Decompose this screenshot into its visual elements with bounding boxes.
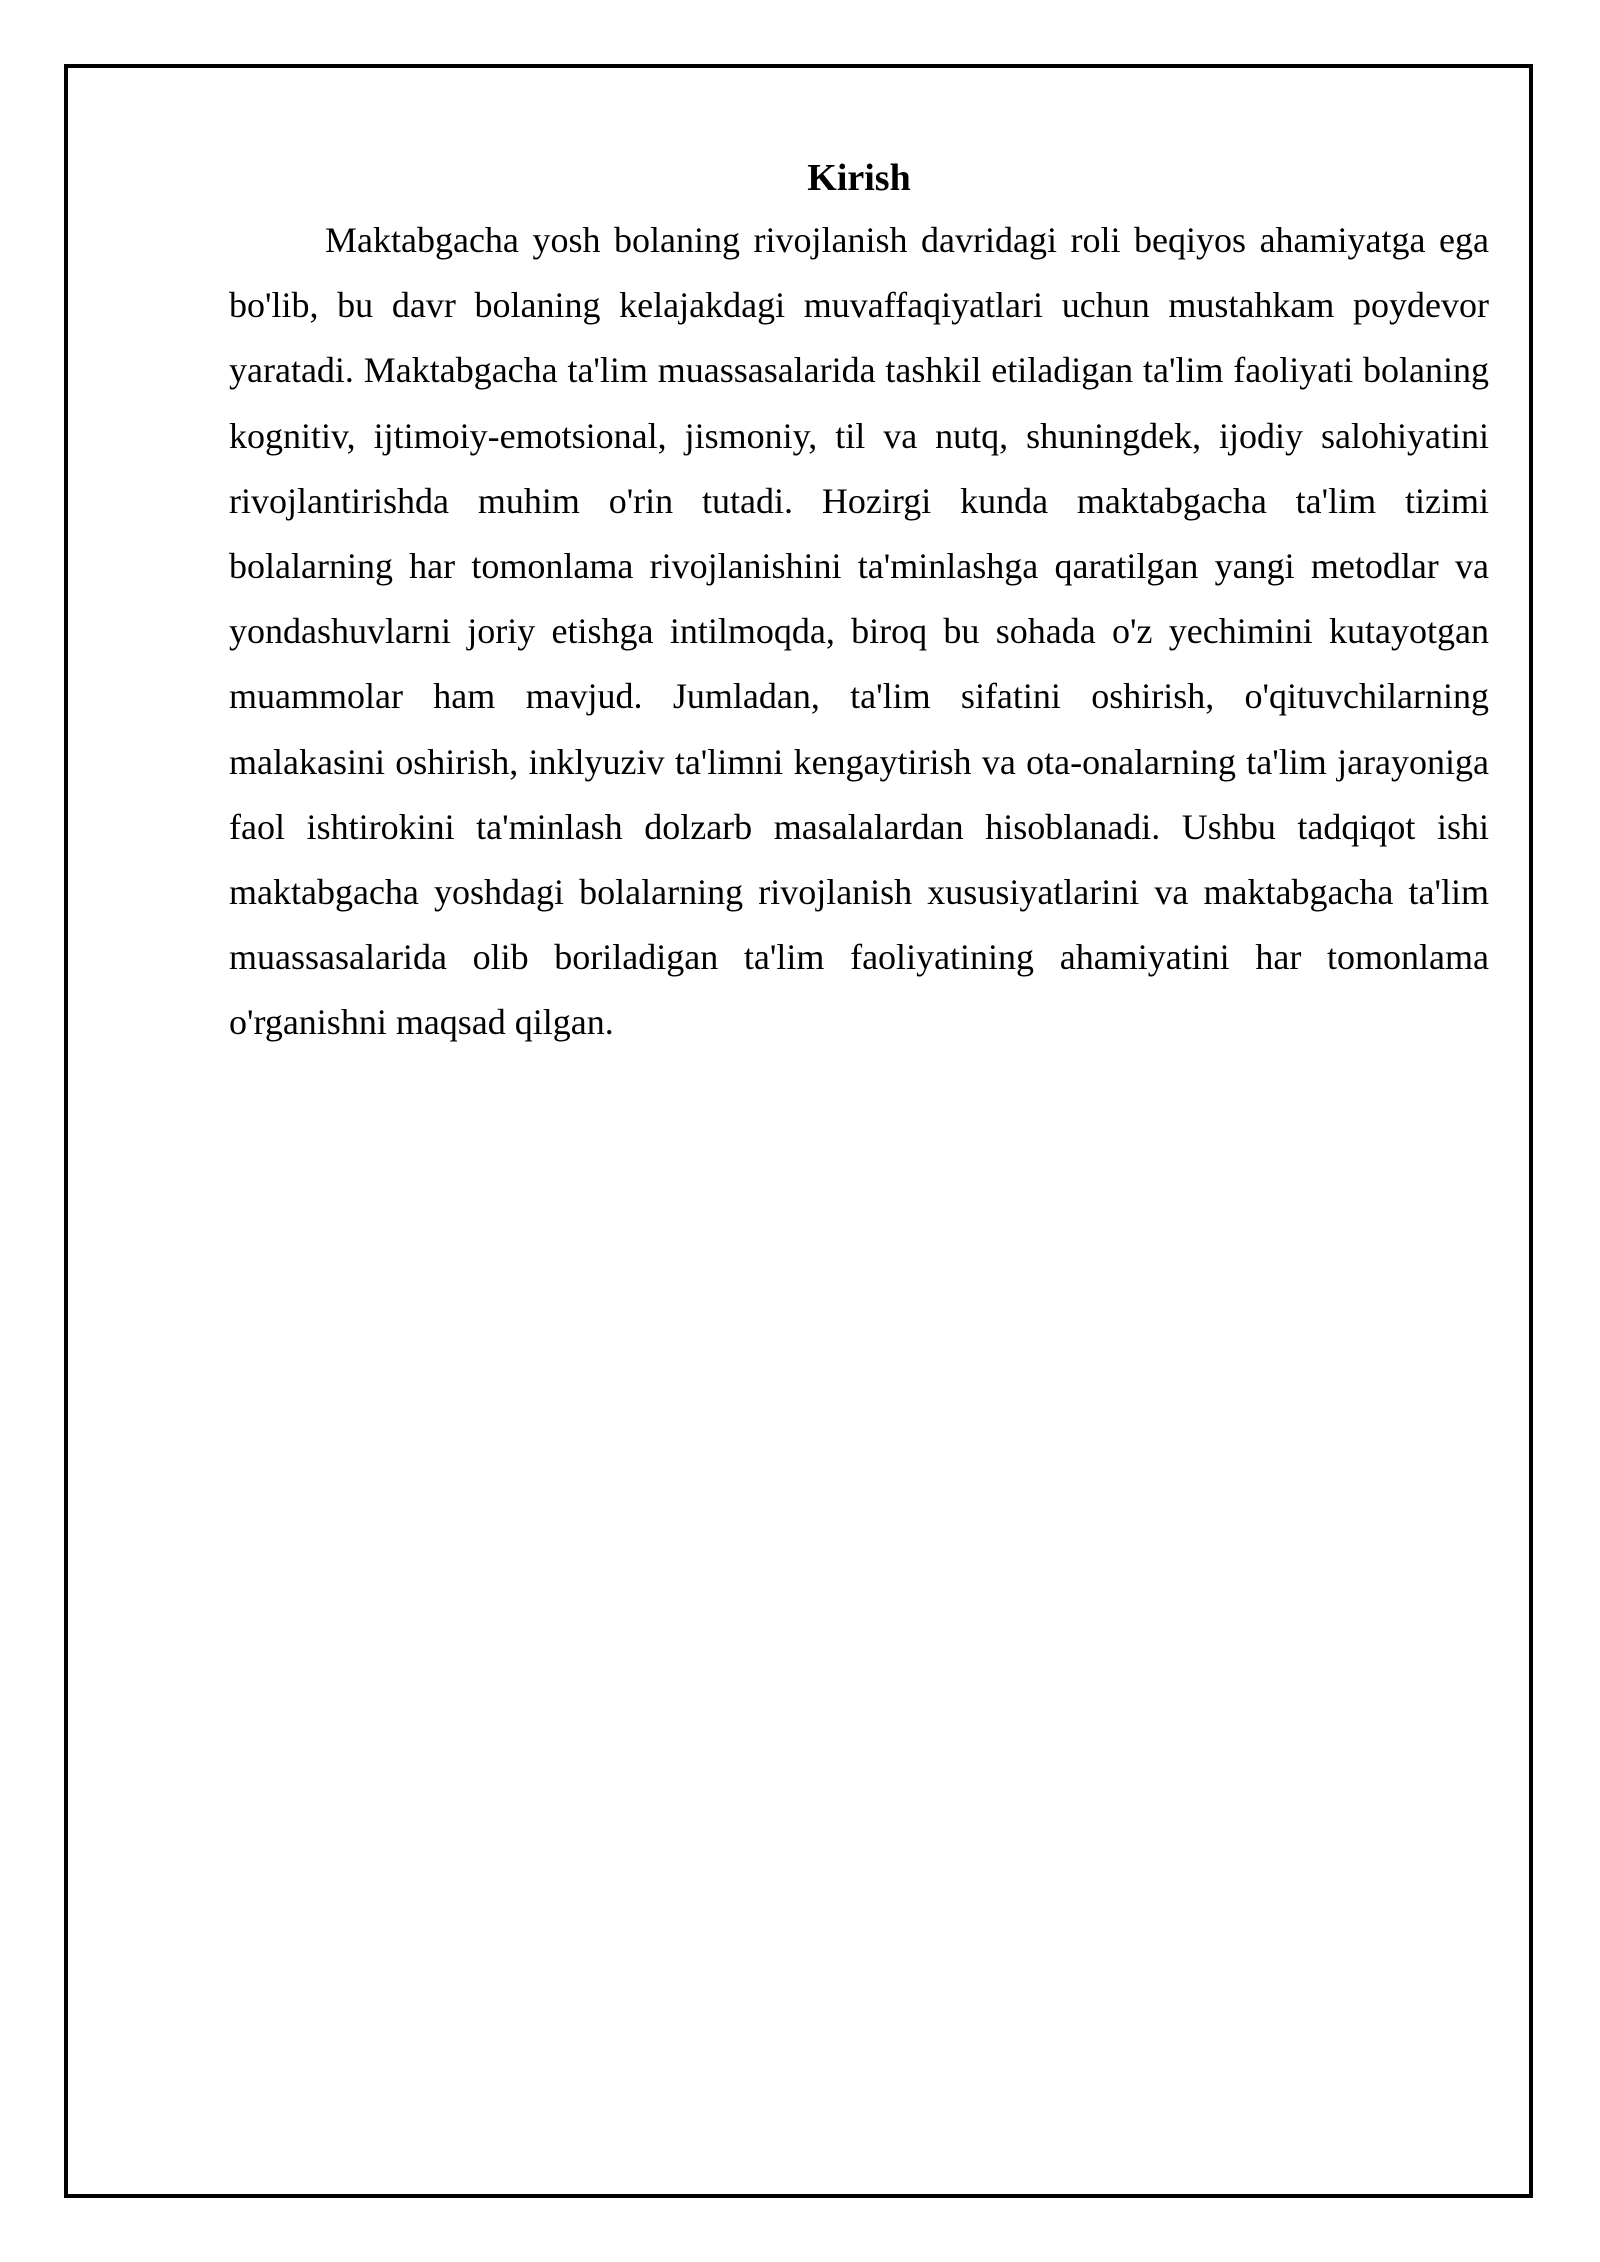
document-content (229, 148, 1489, 1056)
section-title: Kirish (807, 157, 911, 199)
body-paragraph: Maktabgacha yosh bolaning rivojlanish davridagi roli beqiyos ahamiyatga ega bo'lib, bu davr bolaning kelajakdagi muvaffaqiyatlari uchun mustahkam poydevor yaratadi. Maktabgacha ta'lim muassasalarida tashkil etiladigan ta'lim faoliyati bolaning kognitiv, ijtimoiy-emotsional, jismoniy, til va nutq, shuningdek, ijodiy salohiyatini rivojlantirishda muhim o'rin tutadi. Hozirgi kunda maktabgacha ta'lim tizimi bolalarning har tomonlama rivojlanishini ta'minlashga qaratilgan yangi metodlar va yondashuvlarni joriy etishga intilmoqda, biroq bu sohada o'z yechimini kutayotgan muammolar ham mavjud. Jumladan, ta'lim sifatini oshirish, o'qituvchilarning malakasini oshirish, inklyuziv ta'limni kengaytirish va ota-onalarning ta'lim jarayoniga faol ishtirokini ta'minlash dolzarb masalalardan hisoblanadi. Ushbu tadqiqot ishi maktabgacha yoshdagi bolalarning rivojlanish xususiyatlarini va maktabgacha ta'lim muassasalarida olib boriladigan ta'lim faoliyatining ahamiyatini har tomonlama o'rganishni maqsad qilgan. (229, 220, 1489, 1043)
